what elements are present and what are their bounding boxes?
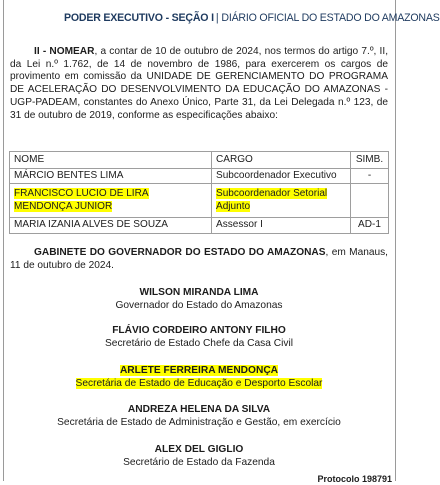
signatory-role: Secretário de Estado Chefe da Casa Civil: [104, 338, 293, 349]
symbol-cell: -: [351, 169, 389, 184]
signatory-role: Secretária de Estado de Administração e Gestão, em exercício: [57, 417, 341, 428]
signatory-name: ARLETE FERREIRA MENDONÇA: [119, 365, 279, 376]
signature-block: [10, 286, 388, 312]
highlighted-role: Subcoordenador Setorial Adjunto: [216, 188, 328, 212]
role-cell: Subcoordenador Executivo: [212, 169, 351, 184]
closing-paragraph: [10, 247, 388, 273]
symbol-cell: [351, 184, 389, 218]
signature-block-highlighted: [10, 364, 388, 390]
document-page: [3, 0, 440, 484]
signature-block: [10, 324, 388, 350]
table-header-row: [10, 152, 389, 169]
column-header-symbol: SIMB.: [351, 152, 389, 169]
name-cell-highlighted: [10, 184, 212, 218]
signatory-name: ANDREZA HELENA DA SILVA: [127, 404, 271, 415]
role-cell-highlighted: [212, 184, 351, 218]
appointments-table: [9, 151, 389, 234]
name-cell: MÁRCIO BENTES LIMA: [10, 169, 212, 184]
signature-block: [10, 443, 388, 469]
column-header-role: CARGO: [212, 152, 351, 169]
signature-block: [10, 403, 388, 429]
page-header: [64, 11, 440, 25]
highlighted-name: FRANCISCO LUCIO DE LIRA MENDONÇA JUNIOR: [14, 188, 149, 212]
table-row: [10, 184, 389, 218]
table-row: [10, 169, 389, 184]
column-header-name: NOME: [10, 152, 212, 169]
section-title: PODER EXECUTIVO - SEÇÃO I: [64, 12, 214, 24]
journal-title: DIÁRIO OFICIAL DO ESTADO DO AMAZONAS: [221, 12, 440, 24]
signatory-name: FLÁVIO CORDEIRO ANTONY FILHO: [112, 325, 286, 336]
decree-item: II - NOMEAR: [34, 46, 95, 57]
name-cell: MARIA IZANIA ALVES DE SOUZA: [10, 218, 212, 233]
role-cell: Assessor I: [212, 218, 351, 233]
protocol-number: Protocolo 198791: [317, 474, 392, 484]
signatory-role: Governador do Estado do Amazonas: [115, 300, 283, 311]
table-row: [10, 218, 389, 233]
decree-text: , a contar de 10 de outubro de 2024, nos termos do artigo 7.º, II, da Lei n.º 1.762, de 14 de novembro de 1986, para exercerem os cargos de provimento em comissão da UNIDADE DE GERENCIAMENTO DO PROGRAMA DE ACELERAÇÃO DO DESENVOLVIMENTO DA EDUCAÇÃO DO AMAZONAS - UGP-PADEAM, constantes do Anexo Único, Parte 31, da Lei Delegada n.º 123, de 31 de outubro de 2019, conforme as especificações abaixo:: [10, 46, 389, 121]
place-date: , em Manaus, 11 de outubro de 2024.: [10, 247, 388, 271]
signatory-name: ALEX DEL GIGLIO: [154, 444, 244, 455]
office-name: GABINETE DO GOVERNADOR DO ESTADO DO AMAZONAS: [34, 247, 326, 258]
decree-paragraph: [10, 46, 388, 122]
signatory-name: WILSON MIRANDA LIMA: [139, 287, 259, 298]
header-separator: |: [215, 12, 219, 24]
symbol-cell: AD-1: [351, 218, 389, 233]
signatory-role: Secretário de Estado da Fazenda: [123, 457, 275, 468]
signatory-role: Secretária de Estado de Educação e Desporto Escolar: [75, 378, 323, 389]
